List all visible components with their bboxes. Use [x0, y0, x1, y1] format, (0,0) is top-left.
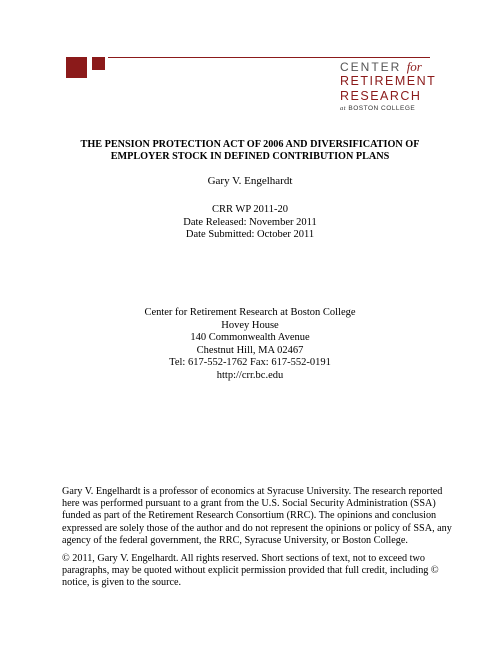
logo-for-text: for — [406, 59, 422, 74]
author-name: Gary V. Engelhardt — [207, 175, 293, 187]
paragraph-line: paragraphs, may be quoted without explicit permission provided that full credit, including © — [62, 565, 439, 577]
address-org: Center for Retirement Research at Boston College — [144, 307, 356, 318]
author-disclaimer-paragraph — [62, 486, 452, 547]
logo-line-center — [340, 60, 432, 73]
logo-square-small — [92, 57, 105, 70]
date-submitted: Date Submitted: October 2011 — [185, 229, 315, 240]
paragraph-line: agency of the federal government, the RRC, Syracuse University, or Boston College. — [62, 534, 408, 546]
paragraph-line: here was performed pursuant to a grant from the U.S. Social Security Administration (SSA) — [62, 498, 436, 510]
paragraph-line: funded as part of the Retirement Research Consortium (RRC). The opinions and conclusion — [62, 510, 437, 522]
logo-retirement-text: RETIREMENT — [340, 74, 437, 88]
logo-research-text: RESEARCH — [340, 88, 422, 103]
copyright-paragraph — [62, 553, 442, 590]
address-city: Chestnut Hill, MA 02467 — [196, 344, 304, 356]
address-phone-fax: Tel: 617-552-1762 Fax: 617-552-0191 — [169, 357, 331, 368]
address-building: Hovey House — [221, 319, 279, 331]
logo-square-large — [66, 57, 87, 78]
logo-at-text: at — [340, 105, 347, 112]
wp-number: CRR WP 2011-20 — [211, 204, 289, 215]
website-link[interactable]: http://crr.bc.edu — [216, 369, 284, 381]
paragraph-line: Gary V. Engelhardt is a professor of economics at Syracuse University. The research reported — [62, 486, 443, 497]
header-rule — [108, 57, 430, 58]
logo-boston-college-text: BOSTON COLLEGE — [348, 105, 416, 112]
logo-center-text: CENTER — [340, 60, 402, 74]
crr-logo — [340, 59, 437, 113]
address-street: 140 Commonwealth Avenue — [190, 332, 310, 343]
title-line: EMPLOYER STOCK IN DEFINED CONTRIBUTION PLANS — [110, 151, 390, 162]
title-line: THE PENSION PROTECTION ACT OF 2006 AND DIVERSIFICATION OF — [80, 139, 420, 150]
date-released: Date Released: November 2011 — [183, 216, 317, 228]
address-block — [0, 307, 500, 382]
paragraph-line: © 2011, Gary V. Engelhardt. All rights reserved. Short sections of text, not to exceed two — [62, 553, 425, 564]
working-paper-info — [0, 204, 500, 242]
paper-title — [40, 139, 460, 163]
paragraph-line: notice, is given to the source. — [62, 577, 182, 589]
logo-line-boston-college — [340, 106, 432, 113]
paragraph-line: expressed are solely those of the author and do not represent the opinions or policy of SSA, any — [62, 522, 452, 534]
